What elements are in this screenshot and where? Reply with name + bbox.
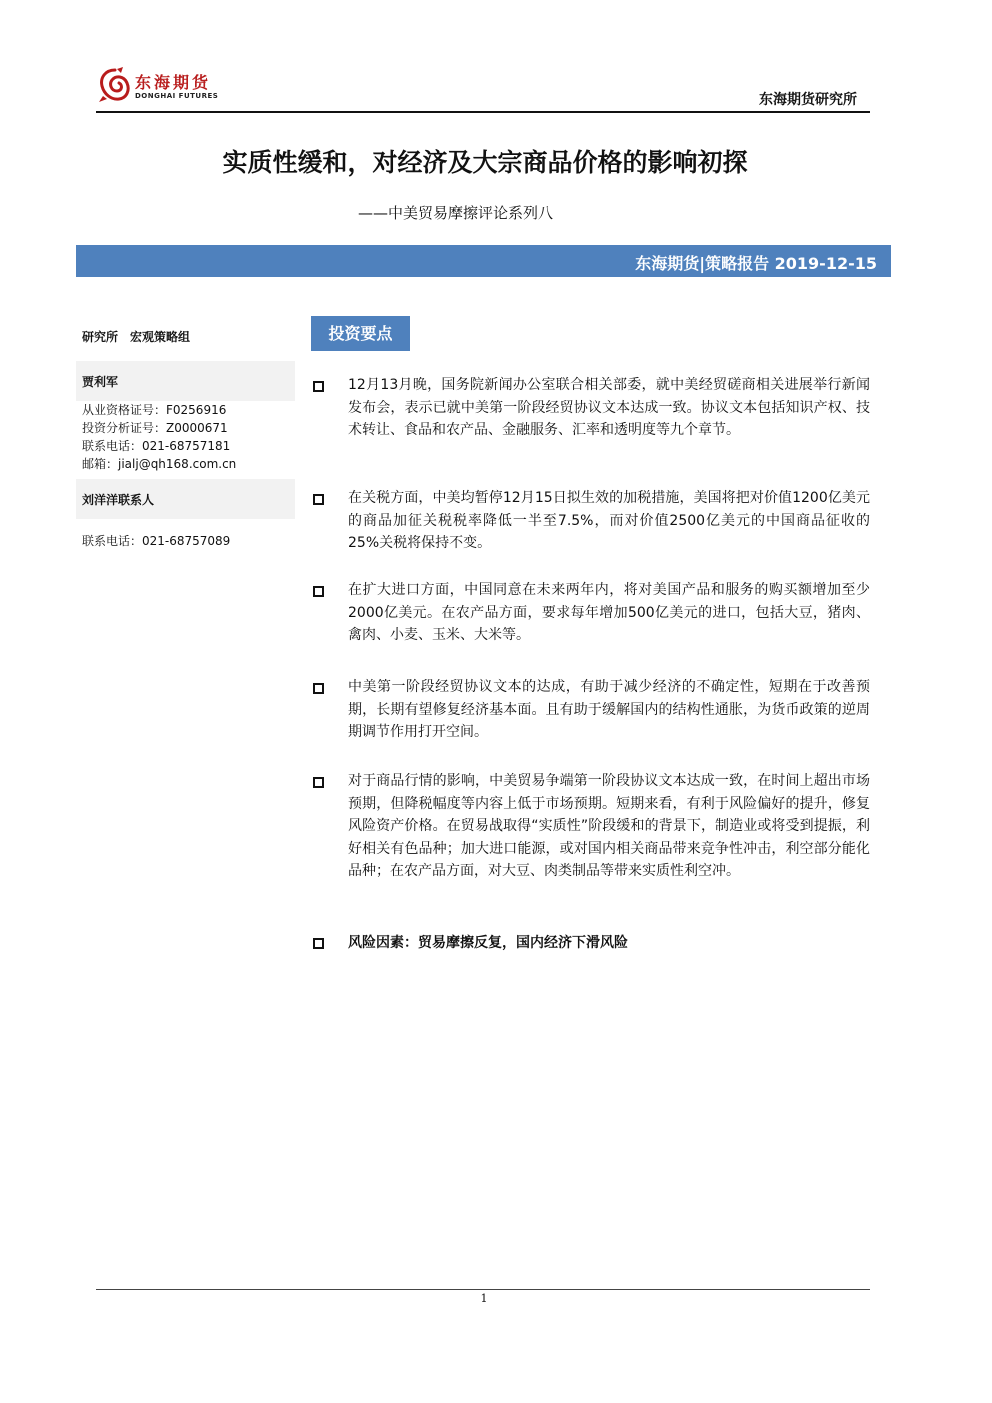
footer-divider (96, 1289, 870, 1290)
bullet-checkbox-icon (313, 683, 324, 694)
bullet-checkbox-icon (313, 777, 324, 788)
bullet-checkbox-icon (313, 494, 324, 505)
header-divider (96, 111, 870, 113)
company-logo (97, 66, 237, 106)
analyst-name-box (76, 361, 295, 401)
report-subtitle: ——中美贸易摩擦评论系列八 (358, 204, 554, 222)
dragon-logo-icon (97, 66, 133, 104)
analyst-investment-license: 投资分析证号：Z0000671 (82, 421, 228, 435)
contact-name: 刘洋洋联系人 (82, 493, 155, 507)
bullet-point: 在扩大进口方面，中国同意在未来两年内，将对美国产品和服务的购买额增加至少2000亿美元。在农产品方面，要求每年增加500亿美元的进口，包括大豆，猪肉、禽肉、小麦、玉米、大米等。 (348, 582, 870, 643)
contact-name-box (76, 479, 295, 519)
page-number: 1 (480, 1292, 488, 1305)
section-heading-investment-points: 投资要点 (311, 316, 410, 351)
bullet-checkbox-icon (313, 938, 324, 949)
logo-chinese-name: 东海期货 (135, 73, 212, 92)
bullet-point: 中美第一阶段经贸协议文本的达成，有助于减少经济的不确定性，短期在于改善预期，长期有望修复经济基本面。且有助于缓解国内的结构性通胀，为货币政策的逆周期调节作用打开空间。 (348, 679, 870, 740)
bullet-point: 对于商品行情的影响，中美贸易争端第一阶段协议文本达成一致，在时间上超出市场预期，但降税幅度等内容上低于市场预期。短期来看，有利于风险偏好的提升，修复风险资产价格。在贸易战取得“实质性”阶段缓和的背景下，制造业或将受到提振，利好相关有色品种；加大进口能源，或对国内相关商品带来竞争性冲击，利空部分能化品种；在农产品方面，对大豆、肉类制品等带来实质性利空冲。 (348, 773, 870, 879)
report-banner (76, 245, 891, 277)
analyst-qualification: 从业资格证号：F0256916 (82, 403, 227, 417)
analyst-phone: 联系电话：021-68757181 (82, 439, 231, 453)
bullet-checkbox-icon (313, 381, 324, 392)
research-group-label: 研究所 宏观策略组 (82, 330, 191, 344)
logo-english-name: DONGHAI FUTURES (135, 92, 219, 100)
bullet-point: 在关税方面，中美均暂停12月15日拟生效的加税措施，美国将把对价值1200亿美元的商品加征关税税率降低一半至7.5%，而对价值2500亿美元的中国商品征收的25%关税将保持不变。 (348, 490, 870, 551)
banner-text: 东海期货|策略报告 2019-12-15 (635, 254, 877, 273)
report-title: 实质性缓和，对经济及大宗商品价格的影响初探 (222, 148, 748, 177)
bullet-point: 12月13月晚，国务院新闻办公室联合相关部委，就中美经贸磋商相关进展举行新闻发布会，表示已就中美第一阶段经贸协议文本达成一致。协议文本包括知识产权、技术转让、食品和农产品、金融服务、汇率和透明度等九个章节。 (348, 377, 870, 438)
contact-phone: 联系电话：021-68757089 (82, 534, 231, 548)
risk-factors: 风险因素：贸易摩擦反复，国内经济下滑风险 (348, 935, 628, 951)
institute-name: 东海期货研究所 (759, 92, 857, 108)
analyst-name: 贾利军 (82, 375, 119, 389)
bullet-checkbox-icon (313, 586, 324, 597)
analyst-email: 邮箱：jialj@qh168.com.cn (82, 457, 237, 471)
